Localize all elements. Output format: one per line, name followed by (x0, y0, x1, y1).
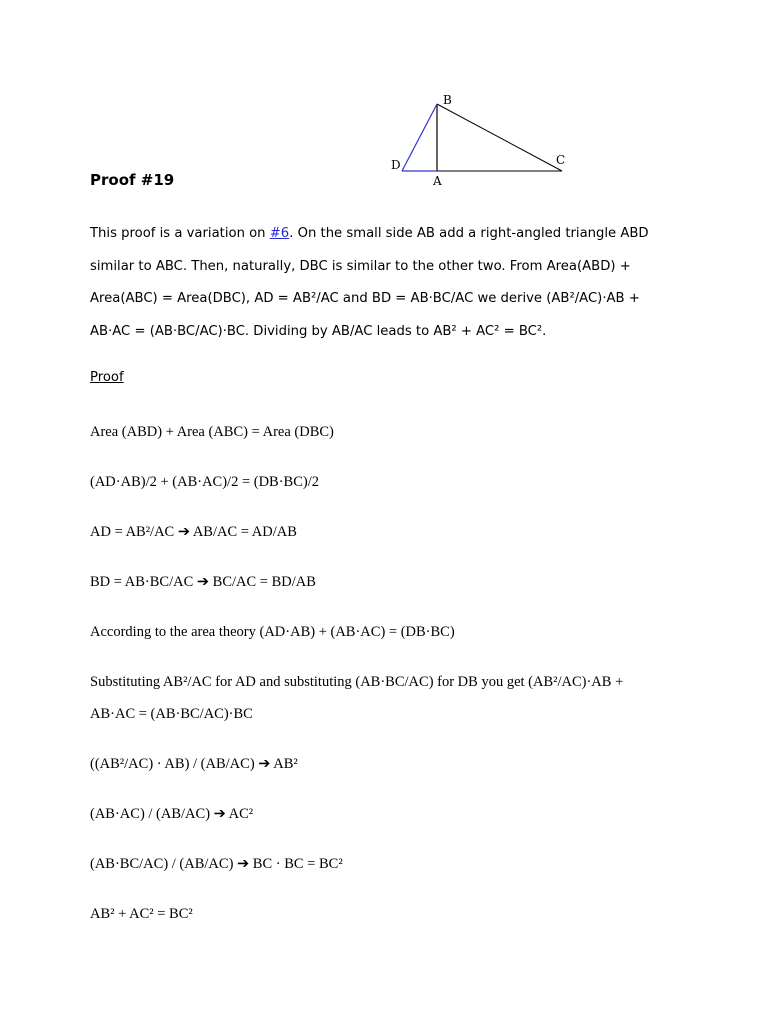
side-bd (402, 104, 437, 171)
proof-step: ((AB²/AC) · AB) / (AB/AC) ➔ AB² (90, 756, 298, 772)
proof-step: (AD·AB)/2 + (AB·AC)/2 = (DB·BC)/2 (90, 474, 320, 490)
proof-step: According to the area theory (AD·AB) + (AB·AC) = (DB·BC) (90, 624, 455, 640)
proof-step: Area (ABD) + Area (ABC) = Area (DBC) (90, 424, 334, 440)
triangle-figure (380, 88, 580, 193)
proof-step: AB² + AC² = BC² (90, 906, 193, 922)
proof-step: (AB·BC/AC) / (AB/AC) ➔ BC · BC = BC² (90, 856, 343, 872)
proof-step: Substituting AB²/AC for AD and substituting (AB·BC/AC) for DB you get (AB²/AC)·AB + AB·AC = (AB·BC/AC)·BC (90, 674, 624, 722)
proof-6-link[interactable]: #6 (269, 226, 290, 241)
page-title: Proof #19 (90, 171, 175, 189)
intro-text-rest: . On the small side AB add a right-angled triangle ABD similar to ABC. Then, naturally, DBC is similar to the other two. From Area(ABD) + Area(ABC) = Area(DBC), AD = AB²/AC and BD = AB·BC/AC we derive (AB²/AC)·AB + AB·AC = (AB·BC/AC)·BC. Dividing by AB/AC leads to AB² + AC² = BC². (90, 226, 649, 339)
triangle-diagram (380, 88, 580, 193)
proof-step: (AB·AC) / (AB/AC) ➔ AC² (90, 806, 254, 822)
side-bc (437, 104, 562, 171)
proof-heading-link[interactable]: Proof (90, 370, 124, 385)
proof-step: AD = AB²/AC ➔ AB/AC = AD/AB (90, 524, 297, 540)
intro-paragraph (90, 218, 680, 348)
label-c: C (556, 153, 566, 167)
label-d: D (391, 158, 401, 172)
intro-text-start: This proof is a variation on (90, 226, 270, 241)
label-b: B (443, 93, 452, 107)
proof-step: BD = AB·BC/AC ➔ BC/AC = BD/AB (90, 574, 316, 590)
label-a: A (433, 174, 442, 188)
